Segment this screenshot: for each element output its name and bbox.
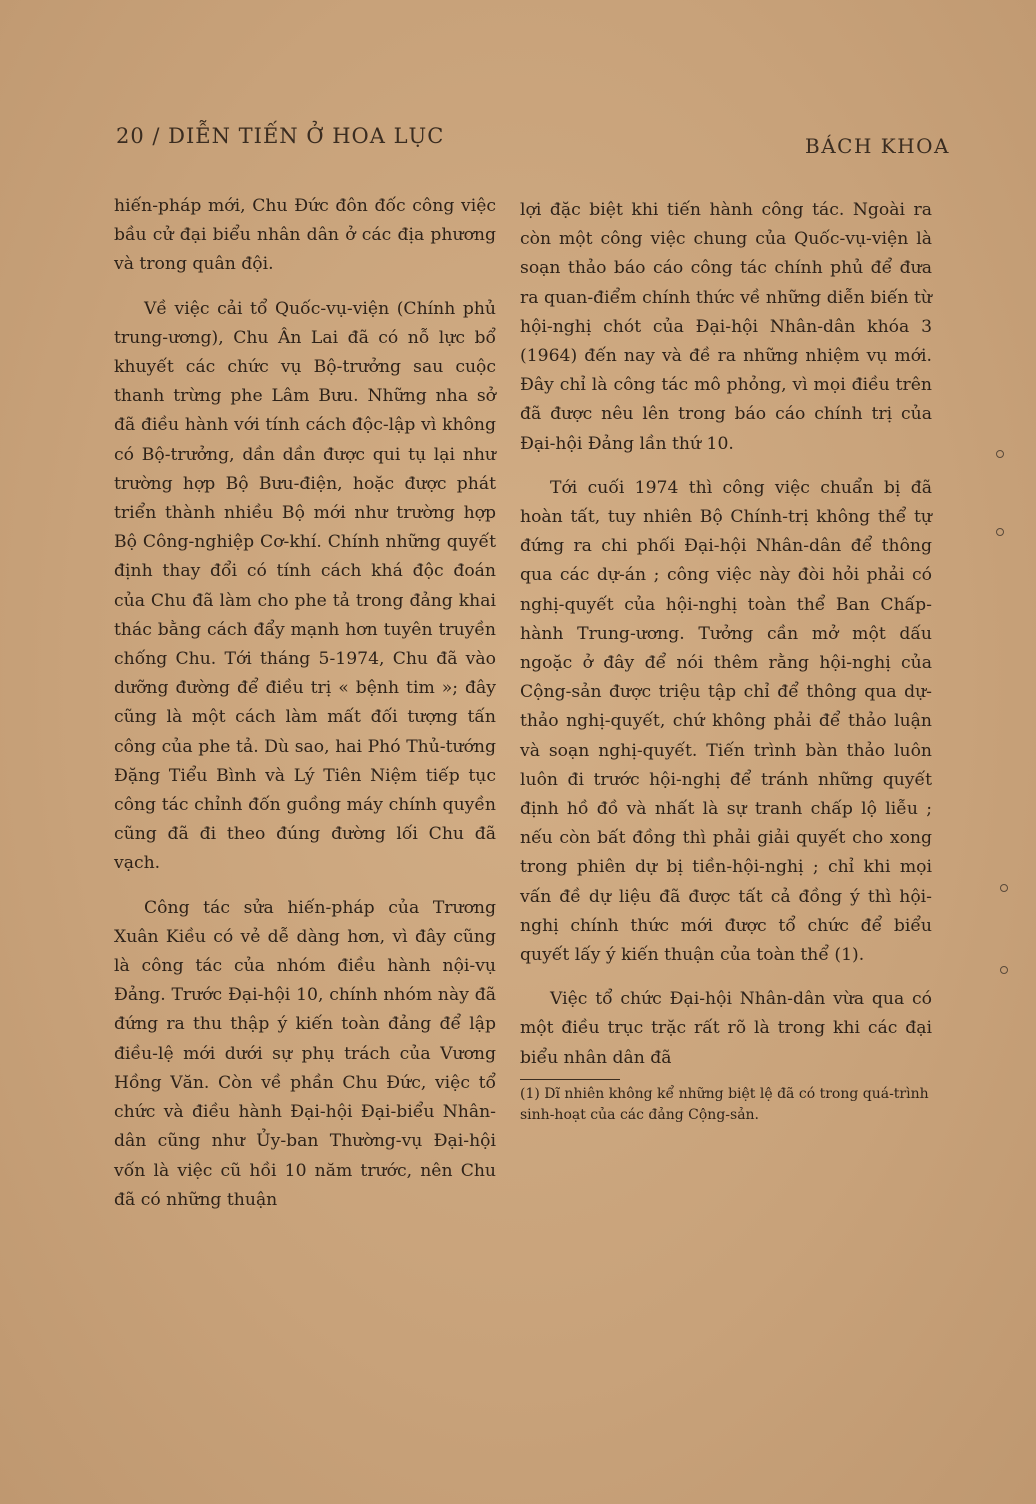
paragraph: Về việc cải tổ Quốc-vụ-viện (Chính phủ trung-ương), Chu Ân Lai đã có nỗ lực bổ khuyết các chức vụ Bộ-trưởng sau cuộc thanh trừng phe Lâm Bưu. Những nha sở đã điều hành với tính cách độc-lập vì không có Bộ-trưởng, dần dần được qui tụ lại như trường hợp Bộ Bưu-điện, hoặc được phát triển thành nhiều Bộ mới như trường hợp Bộ Công-nghiệp Cơ-khí. Chính những quyết định thay đổi có tính cách khá độc đoán của Chu đã làm cho phe tả trong đảng khai thác bằng cách đẩy mạnh hơn tuyên truyền chống Chu. Tới tháng 5-1974, Chu đã vào dưỡng đường để điều trị « bệnh tim »; đây cũng là một cách làm mất đối tượng tấn công của phe tả. Dù sao, hai Phó Thủ-tướng Đặng Tiểu Bình và Lý Tiên Niệm tiếp tục công tác chỉnh đốn guồng máy chính quyền cũng đã đi theo đúng đường lối Chu đã vạch. — [114, 298, 496, 874]
margin-hole-mark — [996, 450, 1004, 458]
right-column — [520, 196, 932, 1141]
margin-hole-mark — [1000, 884, 1008, 892]
running-header-left: 20 / DIỄN TIẾN Ở HOA LỤC — [116, 124, 445, 148]
paragraph: Việc tổ chức Đại-hội Nhân-dân vừa qua có một điều trục trặc rất rõ là trong khi các đại biểu nhân dân đã — [520, 989, 932, 1068]
margin-hole-mark — [996, 528, 1004, 536]
left-column — [114, 192, 496, 1230]
paragraph: Tới cuối 1974 thì công việc chuẩn bị đã hoàn tất, tuy nhiên Bộ Chính-trị không thể tự đứng ra chi phối Đại-hội Nhân-dân để thông qua các dự-án ; công việc này đòi hỏi phải có nghị-quyết của hội-nghị toàn thể Ban Chấp-hành Trung-ương. Tưởng cần mở một dấu ngoặc ở đây để nói thêm rằng hội-nghị của Cộng-sản được triệu tập chỉ để thông qua dự-thảo nghị-quyết, chứ không phải để thảo luận và soạn nghị-quyết. Tiến trình bàn thảo luôn luôn đi trước hội-nghị để tránh những quyết định hồ đồ và nhất là sự tranh chấp lộ liễu ; nếu còn bất đồng thì phải giải quyết cho xong trong phiên dự bị tiền-hội-nghị ; chỉ khi mọi vấn đề dự liệu đã được tất cả đồng ý thì hội-nghị chính thức mới được tổ chức để biểu quyết lấy ý kiến thuận của toàn thể (1). — [520, 477, 932, 966]
paragraph: hiến-pháp mới, Chu Đức đôn đốc công việc bầu cử đại biểu nhân dân ở các địa phương và trong quân đội. — [114, 196, 496, 275]
footnote: (1) Dĩ nhiên không kể những biệt lệ đã có trong quá-trình sinh-hoạt của các đảng Cộng-sản. — [520, 1085, 929, 1123]
paragraph: lợi đặc biệt khi tiến hành công tác. Ngoài ra còn một công việc chung của Quốc-vụ-viện là soạn thảo báo cáo công tác chính phủ để đưa ra quan-điểm chính thức về những diễn biến từ hội-nghị chót của Đại-hội Nhân-dân khóa 3 (1964) đến nay và đề ra những nhiệm vụ mới. Đây chỉ là công tác mô phỏng, vì mọi điều trên đã được nêu lên trong báo cáo chính trị của Đại-hội Đảng lần thứ 10. — [520, 200, 932, 454]
footnote-divider — [520, 1079, 620, 1080]
paragraph: Công tác sửa hiến-pháp của Trương Xuân Kiều có vẻ dễ dàng hơn, vì đây cũng là công tác của nhóm điều hành nội-vụ Đảng. Trước Đại-hội 10, chính nhóm này đã đứng ra thu thập ý kiến toàn đảng để lập điều-lệ mới dưới sự phụ trách của Vương Hồng Văn. Còn về phần Chu Đức, việc tổ chức và điều hành Đại-hội Đại-biểu Nhân-dân cũng như Ủy-ban Thường-vụ Đại-hội vốn là việc cũ hồi 10 năm trước, nên Chu đã có những thuận — [114, 897, 496, 1210]
running-header-right: BÁCH KHOA — [805, 134, 950, 158]
margin-hole-mark — [1000, 966, 1008, 974]
